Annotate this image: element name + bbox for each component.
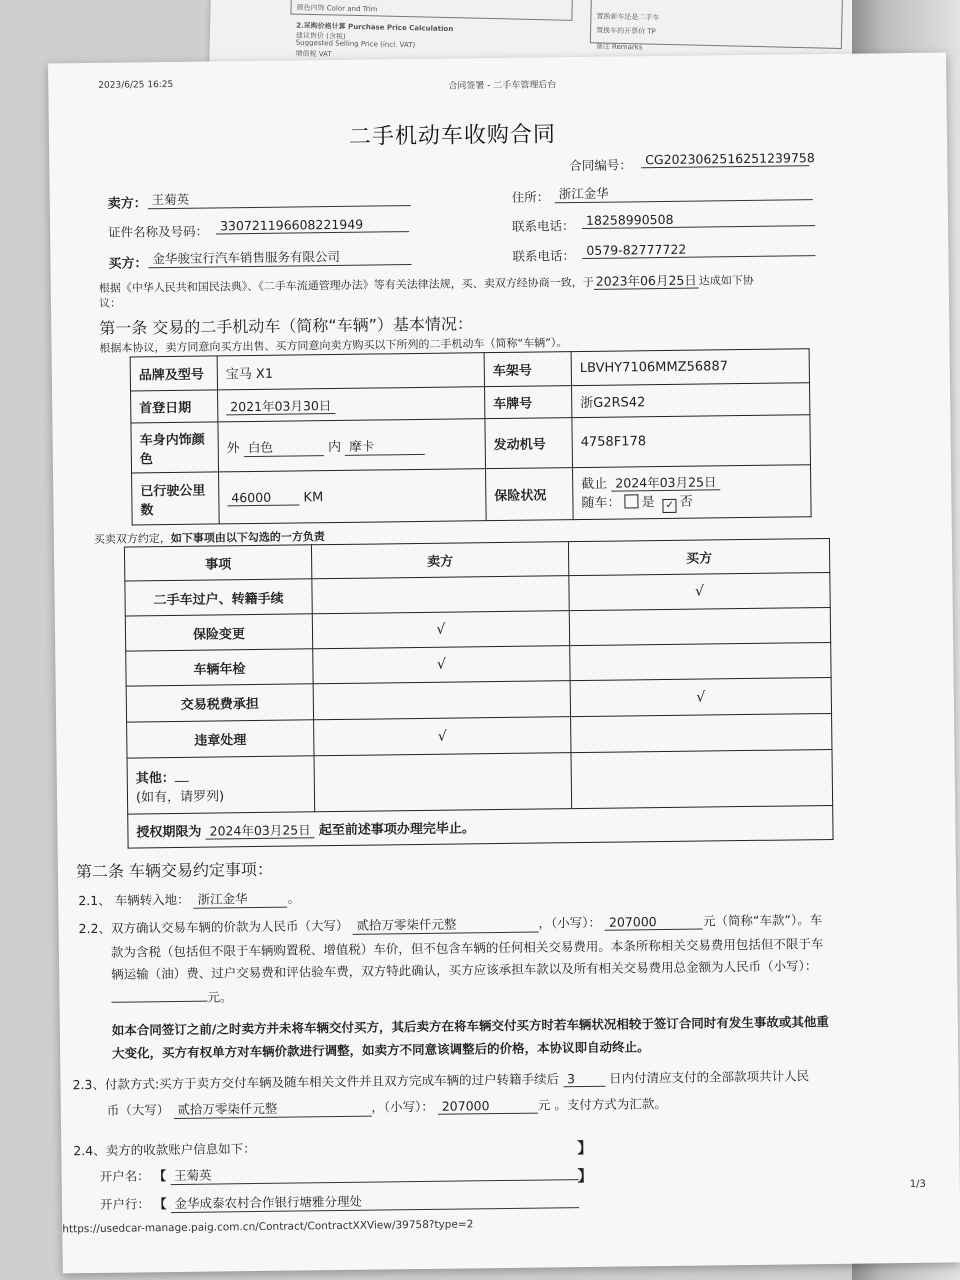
clause-2-1 <box>78 888 300 910</box>
duty-item: 车辆年检 <box>126 649 313 686</box>
mileage-value: 46000 <box>227 489 299 506</box>
back-sheet-item: 增值税 VAT <box>295 49 332 59</box>
seller-id-label: 证件名称及号码： <box>108 223 209 240</box>
bracket-open: 【 <box>153 1168 167 1184</box>
brand-label: 品牌及型号 <box>130 356 217 391</box>
interior-color: 摩卡 <box>345 435 425 455</box>
yes-label: 是 <box>641 495 655 511</box>
mileage-label-line2: 数 <box>140 502 154 518</box>
other-label: 其他： <box>135 770 175 786</box>
duty-seller-tick[interactable] <box>312 576 569 614</box>
article1-intro: 根据本协议，卖方同意向买方出售、买方同意向卖方购买以下所列的二手机动车（简称“车辆”）。 <box>99 336 568 355</box>
clause-2-2-line4 <box>111 987 232 1006</box>
seller-phone-label: 联系电话： <box>511 218 575 234</box>
insurance-until-label: 截止 <box>581 476 608 493</box>
clause-2-2-text-c: 元（简称“车款”）。车 <box>702 912 823 929</box>
duty-seller-tick[interactable]: √ <box>314 717 571 756</box>
seller-id: 330721196608221949 <box>216 216 409 234</box>
article2-title: 第二条 车辆交易约定事项： <box>75 859 274 882</box>
back-sheet-item: 置换新车还是二手车 <box>596 12 660 22</box>
payment-days: 3 <box>563 1071 605 1088</box>
table-row <box>127 749 833 814</box>
vin-label: 车架号 <box>484 352 571 387</box>
duty-buyer-tick[interactable]: √ <box>569 572 830 610</box>
authorization-date: 2024年03月25日 <box>205 822 314 839</box>
duty-item: 违章处理 <box>127 720 314 758</box>
clause-2-3-num: 2.3、 <box>72 1076 105 1093</box>
reg-date-label: 首登日期 <box>131 390 218 423</box>
footer-url[interactable]: https://usedcar-manage.paig.com.cn/Contract/ContractXXView/39758?type=2 <box>62 1218 474 1236</box>
clause-2-3-line1 <box>72 1066 809 1093</box>
clause-2-2-end: 元。 <box>207 989 233 1005</box>
seller-address-label: 住所： <box>511 189 550 205</box>
clause-2-3-text-d: ，（小写）： <box>371 1098 434 1115</box>
duties-header-buyer: 买方 <box>568 538 829 575</box>
back-sheet-item: 备注 Remarks <box>595 42 643 52</box>
clause-2-4-label: 卖方的收款账户信息如下： <box>105 1141 256 1158</box>
preamble-text <box>99 270 754 296</box>
duties-intro-b: 如下事项由以下勾选的一方负责 <box>170 530 325 546</box>
buyer-name: 金华骏宝行汽车销售服务有限公司 <box>148 246 411 268</box>
price-uppercase: 贰拾万零柒仟元整 <box>352 914 538 935</box>
exterior-label: 外 <box>226 440 240 456</box>
other-seller-cell[interactable] <box>314 753 572 812</box>
transfer-destination: 浙江金华 <box>194 889 288 909</box>
clause-2-2-line3: 辆运输（油）费、过户交易费和评估验车费，双方特此确认，买方应该承担车款以及所有相关交易费用总金额为人民币（小写）： <box>111 958 818 982</box>
payment-lowercase: 207000 <box>438 1098 538 1115</box>
authorization-label: 授权期限为 <box>136 824 202 841</box>
clause-2-1-end: 。 <box>287 890 301 906</box>
warning-line1: 如本合同签订之前/之时卖方并未将车辆交付买方，其后卖方在将车辆交付买方时若车辆状况相较于签订合同时有发生事故或其他重 <box>111 1014 829 1038</box>
clause-2-3-text-b: 日内付清应支付的全部款项共计人民 <box>608 1068 810 1086</box>
duty-buyer-tick[interactable]: √ <box>570 677 831 716</box>
insurance-label: 保险状况 <box>486 468 574 521</box>
seller-name: 王菊英 <box>148 187 411 209</box>
color-cell <box>218 419 486 472</box>
mileage-unit: KM <box>303 489 324 505</box>
duty-item: 交易税费承担 <box>126 684 313 722</box>
yes-checkbox[interactable] <box>624 494 638 508</box>
color-label-line2: 色 <box>139 451 153 467</box>
account-name-value: 王菊英 <box>170 1161 578 1185</box>
plate-label: 车牌号 <box>485 386 572 419</box>
seller-label: 卖方： <box>107 196 147 212</box>
bracket-close-1: 】 <box>577 1138 593 1158</box>
duties-header-item: 事项 <box>124 545 311 581</box>
account-bank-row <box>100 1189 579 1214</box>
contract-page <box>48 53 960 1274</box>
article1-title: 第一条 交易的二手机动车（简称“车辆”）基本情况： <box>99 314 474 338</box>
clause-2-4-num: 2.4、 <box>73 1142 106 1159</box>
clause-2-2-line1 <box>78 910 822 938</box>
print-datetime: 2023/6/25 16:25 <box>98 79 174 91</box>
color-label <box>131 422 219 473</box>
account-bank-label: 开户行： <box>99 1196 151 1212</box>
reg-date-value: 2021年03月30日 <box>226 398 335 415</box>
clause-2-3-text-c: 币（大写） <box>106 1102 170 1118</box>
bracket-open: 【 <box>153 1196 167 1212</box>
total-fee-field[interactable] <box>112 1001 208 1003</box>
plate-value: 浙G2RS42 <box>572 383 810 418</box>
with-car-label: 随车： <box>581 495 621 512</box>
authorization-cell <box>128 805 833 848</box>
back-sheet-item: Suggested Selling Price (incl. VAT) <box>295 38 416 50</box>
clause-2-3-text-a: 付款方式:买方于卖方交付车辆及随车相关文件并且双方完成车辆的过户转籍手续后 <box>104 1071 560 1092</box>
preamble-line2: 议： <box>98 296 122 310</box>
clause-2-2-text-a: 双方确认交易车辆的价款为人民币（大写） <box>110 917 349 936</box>
agreement-date: 2023年06月25日 <box>594 273 699 290</box>
buyer-label: 买方： <box>108 256 148 272</box>
back-sheet-item: 置换车的开票价 TP <box>596 26 656 36</box>
account-name-row <box>100 1161 579 1186</box>
preamble-part-a: 根据《中华人民共和国民法典》、《二手车流通管理办法》等有关法律法规，买、卖双方经协商一致，于 <box>98 275 594 295</box>
clause-2-3-line2 <box>107 1094 667 1120</box>
other-note: (如有，请罗列) <box>135 788 225 805</box>
clause-2-3-text-e: 元 。支付方式为汇款。 <box>537 1096 667 1113</box>
page-number: 1/3 <box>909 1178 926 1191</box>
print-header-title: 合同签署 - 二手车管理后台 <box>448 80 557 92</box>
duty-item: 二手车过户、转籍手续 <box>125 579 312 616</box>
brand-value: 宝马 X1 <box>217 353 484 390</box>
duty-buyer-tick[interactable] <box>570 642 831 680</box>
contract-no-label: 合同编号： <box>569 157 632 174</box>
duty-buyer-tick[interactable] <box>569 607 830 645</box>
other-cell <box>127 756 315 814</box>
no-checkbox[interactable]: ✓ <box>663 499 677 513</box>
interior-label: 内 <box>327 439 342 455</box>
duty-seller-tick[interactable]: √ <box>312 611 569 649</box>
back-sheet-item: 颜色内饰 Color and Trim <box>296 3 378 14</box>
preamble-part-b: 达成如下协 <box>698 273 754 288</box>
clause-2-1-label: 车辆转入地： <box>114 891 190 908</box>
vin-value: LBVHY7106MMZ56887 <box>571 349 809 386</box>
duty-seller-tick[interactable]: √ <box>313 646 570 684</box>
account-name-label: 开户名： <box>99 1168 150 1184</box>
mileage-label <box>132 472 220 525</box>
back-sheet-item: 2.采购价格计算 Purchase Price Calculation <box>296 21 454 34</box>
payment-uppercase: 贰拾万零柒仟元整 <box>173 1098 371 1119</box>
price-lowercase: 207000 <box>605 914 703 931</box>
buyer-phone-label: 联系电话： <box>512 248 576 264</box>
contract-title: 二手机动车收购合同 <box>348 122 557 150</box>
warning-line2: 大变化，买方有权单方对车辆价款进行调整，如卖方不同意该调整后的价格，本协议即自动终止。 <box>112 1039 650 1061</box>
duty-buyer-tick[interactable] <box>571 713 832 752</box>
mileage-cell <box>219 469 487 524</box>
reg-date-cell <box>218 387 485 422</box>
back-sheet-item: 建议售价 (含税) <box>295 31 346 41</box>
duties-header-seller: 卖方 <box>311 542 568 579</box>
bracket-close-2: 】 <box>577 1166 593 1186</box>
exterior-color: 白色 <box>244 437 324 457</box>
clause-2-4 <box>73 1139 256 1159</box>
engine-label: 发动机号 <box>485 418 573 469</box>
buyer-phone: 0579-82777722 <box>582 240 815 259</box>
mileage-label-line1: 已行驶公里 <box>140 483 206 499</box>
engine-value: 4758F178 <box>572 415 811 468</box>
duties-intro-a: 买卖双方约定， <box>93 532 171 546</box>
clause-2-2-line2: 款为含税（包括但不限于车辆购置税、增值税）车价，但不包含车辆的任何相关交易费用。本条所称相关交易费用包括但不限于车 <box>110 936 824 960</box>
duty-seller-tick[interactable] <box>313 681 570 720</box>
color-label-line1: 车身内饰颜 <box>139 432 205 448</box>
clause-2-1-num: 2.1、 <box>78 892 111 909</box>
insurance-cell <box>573 465 812 520</box>
clause-2-2-text-b: ，（小写）： <box>538 914 602 931</box>
clause-2-2-num: 2.2、 <box>78 920 112 937</box>
duties-table <box>124 538 834 849</box>
no-label: 否 <box>679 494 693 510</box>
seller-address: 浙江金华 <box>555 181 813 203</box>
duty-item: 保险变更 <box>125 614 312 651</box>
vehicle-info-table <box>130 348 812 525</box>
other-buyer-cell[interactable] <box>571 749 833 808</box>
account-bank-value: 金华成泰农村合作银行塘雅分理处 <box>170 1189 578 1213</box>
authorization-text: 起至前述事项办理完毕止。 <box>318 821 475 839</box>
insurance-until-date: 2024年03月25日 <box>611 474 720 491</box>
contract-no-value: CG2023062516251239758 <box>641 150 809 168</box>
seller-phone: 18258990508 <box>582 210 815 229</box>
